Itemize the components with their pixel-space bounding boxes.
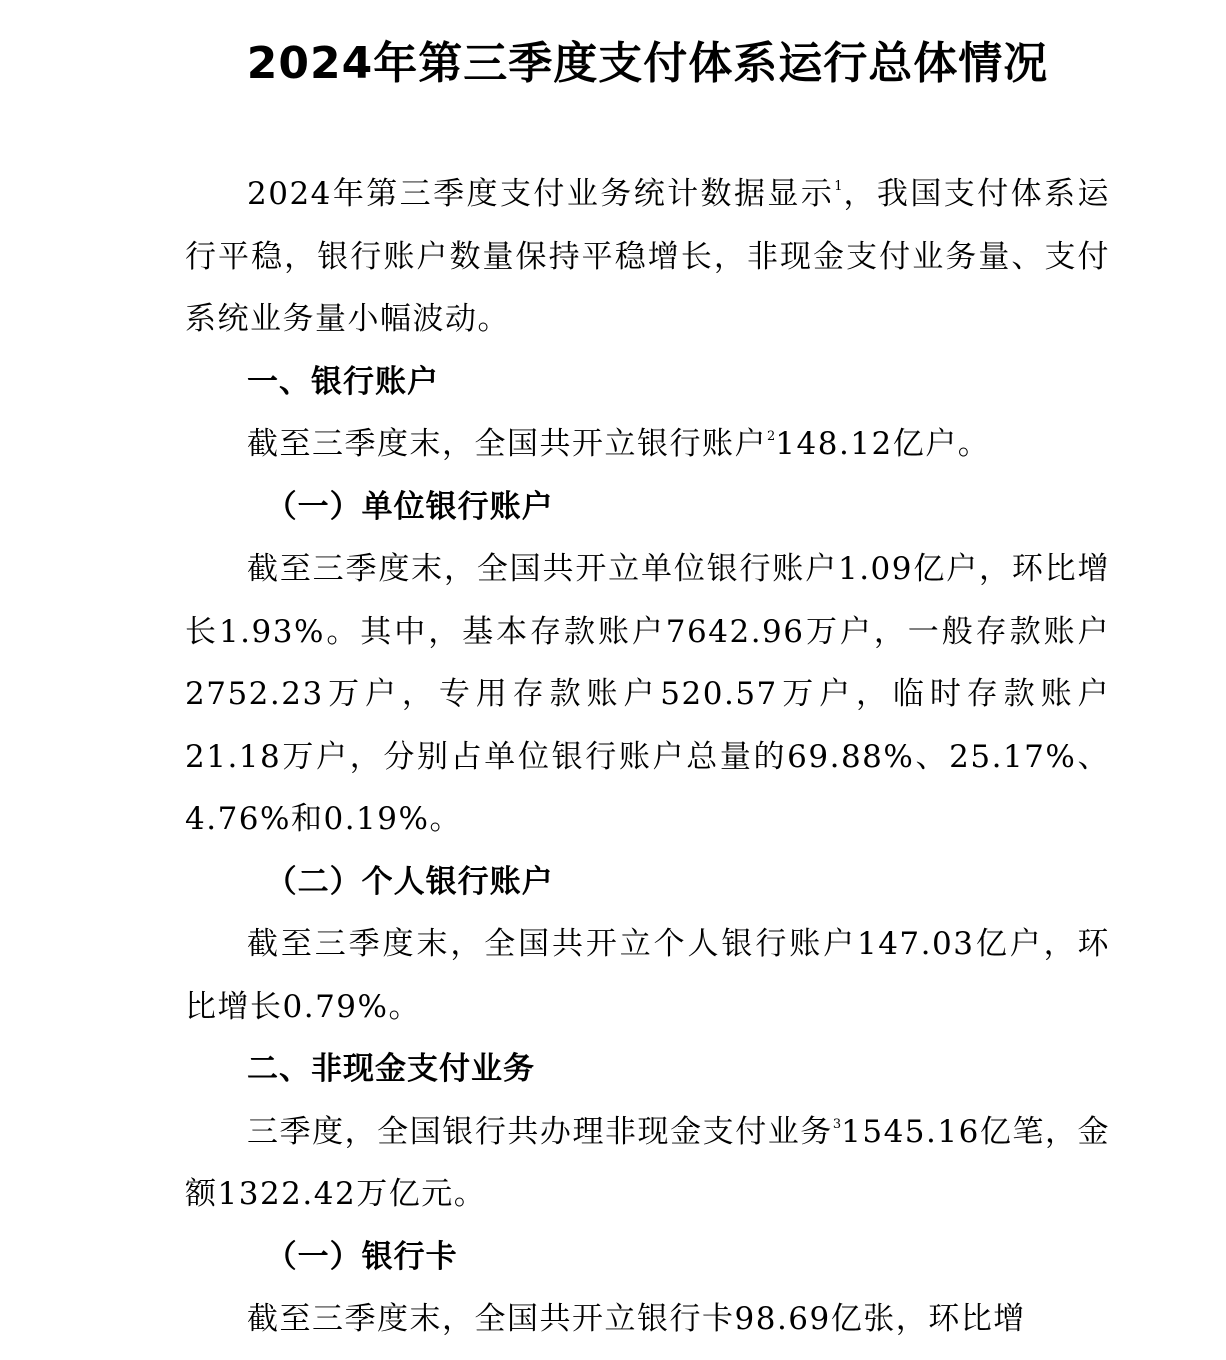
footnote-marker-1[interactable]: 1 [834,179,843,194]
bank-accounts-paragraph [185,413,1110,476]
bank-accounts-text-end: 148.12亿户。 [775,426,991,462]
section-heading-non-cash-payments: 二、非现金支付业务 [247,1051,535,1087]
non-cash-text-start: 三季度，全国银行共办理非现金支付业务 [247,1113,833,1150]
intro-text-start: 2024年第三季度支付业务统计数据显示 [247,176,835,212]
unit-accounts-paragraph: 截至三季度末，全国共开立单位银行账户1.09亿户，环比增长1.93%。其中，基本存款账户7642.96万户，一般存款账户2752.23万户，专用存款账户520.57万户，临时存款账户21.18万户，分别占单位银行账户总量的69.88%、25.17%、4.76%和0.19%。 [185,551,1110,837]
intro-text-end: ，我国支付体系运行平稳，银行账户数量保持平稳增长，非现金支付业务量、支付系统业务量小幅波动。 [185,176,1110,337]
subsection-heading-unit-accounts: （一）单位银行账户 [265,488,554,525]
footnote-marker-2[interactable]: 2 [767,429,776,444]
document-body [185,163,1110,1351]
bank-cards-paragraph: 截至三季度末，全国共开立银行卡98.69亿张，环比增 [247,1301,1026,1337]
non-cash-payments-paragraph [185,1101,1110,1226]
personal-accounts-paragraph: 截至三季度末，全国共开立个人银行账户147.03亿户，环比增长0.79%。 [185,926,1110,1025]
non-cash-text-end: 1545.16亿笔，金额1322.42万亿元。 [185,1113,1111,1212]
footnote-marker-3[interactable]: 3 [832,1116,842,1132]
bank-accounts-text-start: 截至三季度末，全国共开立银行账户 [247,426,767,462]
subsection-heading-personal-accounts: （二）个人银行账户 [265,863,554,900]
page-title: 2024年第三季度支付体系运行总体情况 [246,38,1049,89]
intro-paragraph [185,163,1110,351]
subsection-heading-bank-cards: （一）银行卡 [265,1238,458,1275]
section-heading-bank-accounts: 一、银行账户 [247,363,439,400]
